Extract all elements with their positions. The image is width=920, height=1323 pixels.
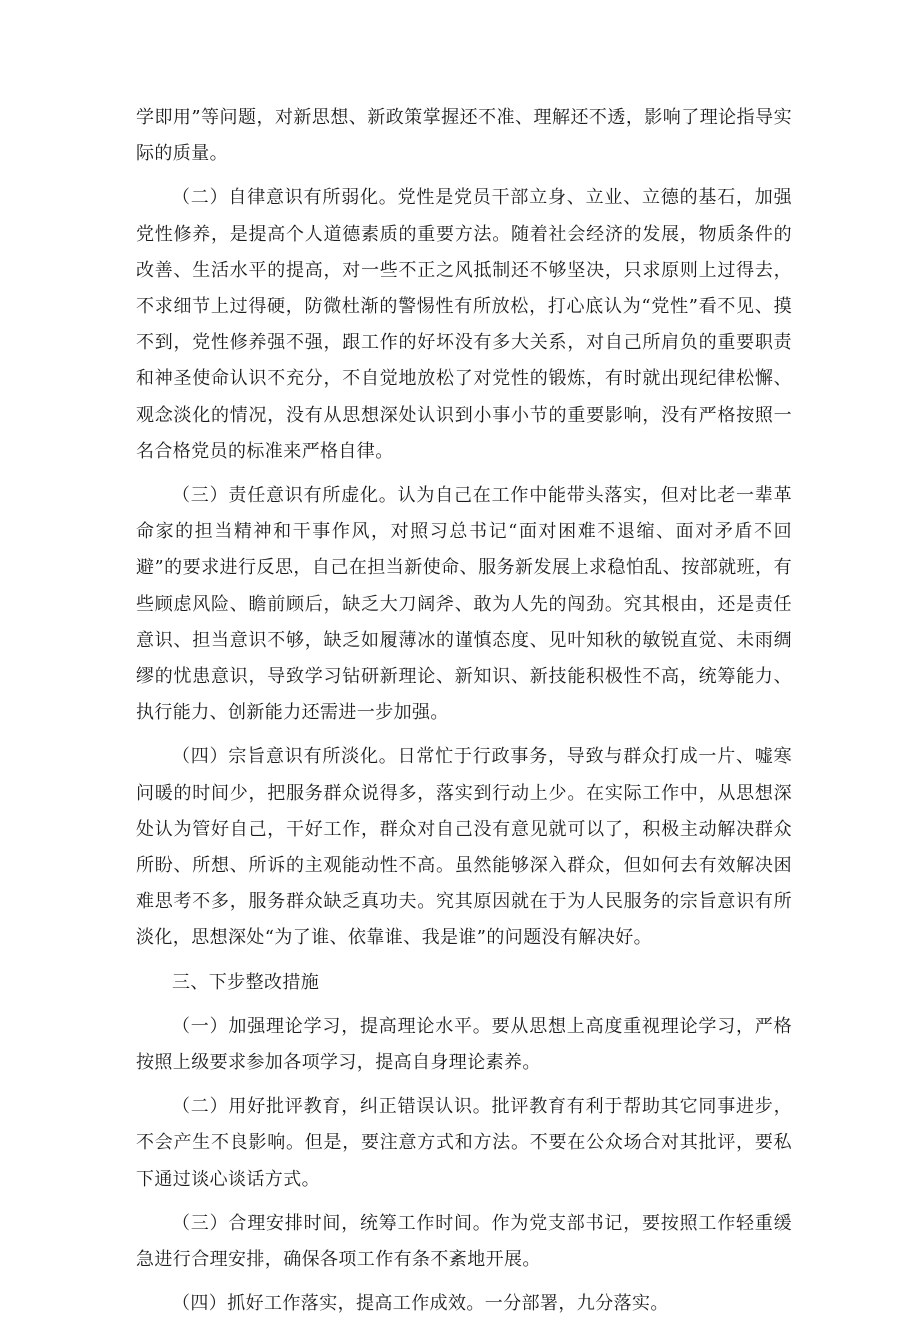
paragraph-self-discipline: （二）自律意识有所弱化。党性是党员干部立身、立业、立德的基石，加强党性修养，是提高个人道德素质的重要方法。随着社会经济的发展，物质条件的改善、生活水平的提高，对一些不正之风抵制还不够坚决，只求原则上过得去，不求细节上过得硬，防微杜渐的警惕性有所放松，打心底认为“党性”看不见、摸不到，党性修养强不强，跟工作的好坏没有多大关系，对自己所肩负的重要职责和神圣使命认识不充分，不自觉地放松了对党性的锻炼，有时就出现纪律松懈、观念淡化的情况，没有从思想深处认识到小事小节的重要影响，没有严格按照一名合格党员的标准来严格自律。	[136, 187, 792, 462]
measure-item-theory: （一）加强理论学习，提高理论水平。要从思想上高度重视理论学习，严格按照上级要求参加各项学习，提高自身理论素养。	[136, 1015, 792, 1074]
paragraph-continuation: 学即用”等问题，对新思想、新政策掌握还不准、理解还不透，影响了理论指导实际的质量。	[136, 107, 792, 165]
section-heading-rectification: 三、下步整改措施	[172, 971, 320, 993]
measure-item-implementation: （四）抓好工作落实，提高工作成效。一分部署，九分落实。	[172, 1293, 669, 1315]
paragraph-responsibility: （三）责任意识有所虚化。认为自己在工作中能带头落实，但对比老一辈革命家的担当精神和干事作风，对照习总书记“面对困难不退缩、面对矛盾不回避”的要求进行反思，自己在担当新使命、服务新发展上求稳怕乱、按部就班，有些顾虑风险、瞻前顾后，缺乏大刀阔斧、敢为人先的闯劲。究其根由，还是责任意识、担当意识不够，缺乏如履薄冰的谨慎态度、见叶知秋的敏锐直觉、未雨绸缪的忧患意识，导致学习钻研新理论、新知识、新技能积极性不高，统筹能力、执行能力、创新能力还需进一步加强。	[136, 485, 792, 724]
measure-item-time: （三）合理安排时间，统筹工作时间。作为党支部书记，要按照工作轻重缓急进行合理安排，确保各项工作有条不紊地开展。	[136, 1212, 792, 1271]
measure-item-criticism: （二）用好批评教育，纠正错误认识。批评教育有利于帮助其它同事进步，不会产生不良影响。但是，要注意方式和方法。不要在公众场合对其批评，要私下通过谈心谈话方式。	[136, 1096, 792, 1190]
paragraph-purpose: （四）宗旨意识有所淡化。日常忙于行政事务，导致与群众打成一片、嘘寒问暖的时间少，把服务群众说得多，落实到行动上少。在实际工作中，从思想深处认为管好自己，干好工作，群众对自己没有意见就可以了，积极主动解决群众所盼、所想、所诉的主观能动性不高。虽然能够深入群众，但如何去有效解决困难思考不多，服务群众缺乏真功夫。究其原因就在于为人民服务的宗旨意识有所淡化，思想深处“为了谁、依靠谁、我是谁”的问题没有解决好。	[136, 746, 792, 949]
document-body	[136, 100, 792, 1323]
